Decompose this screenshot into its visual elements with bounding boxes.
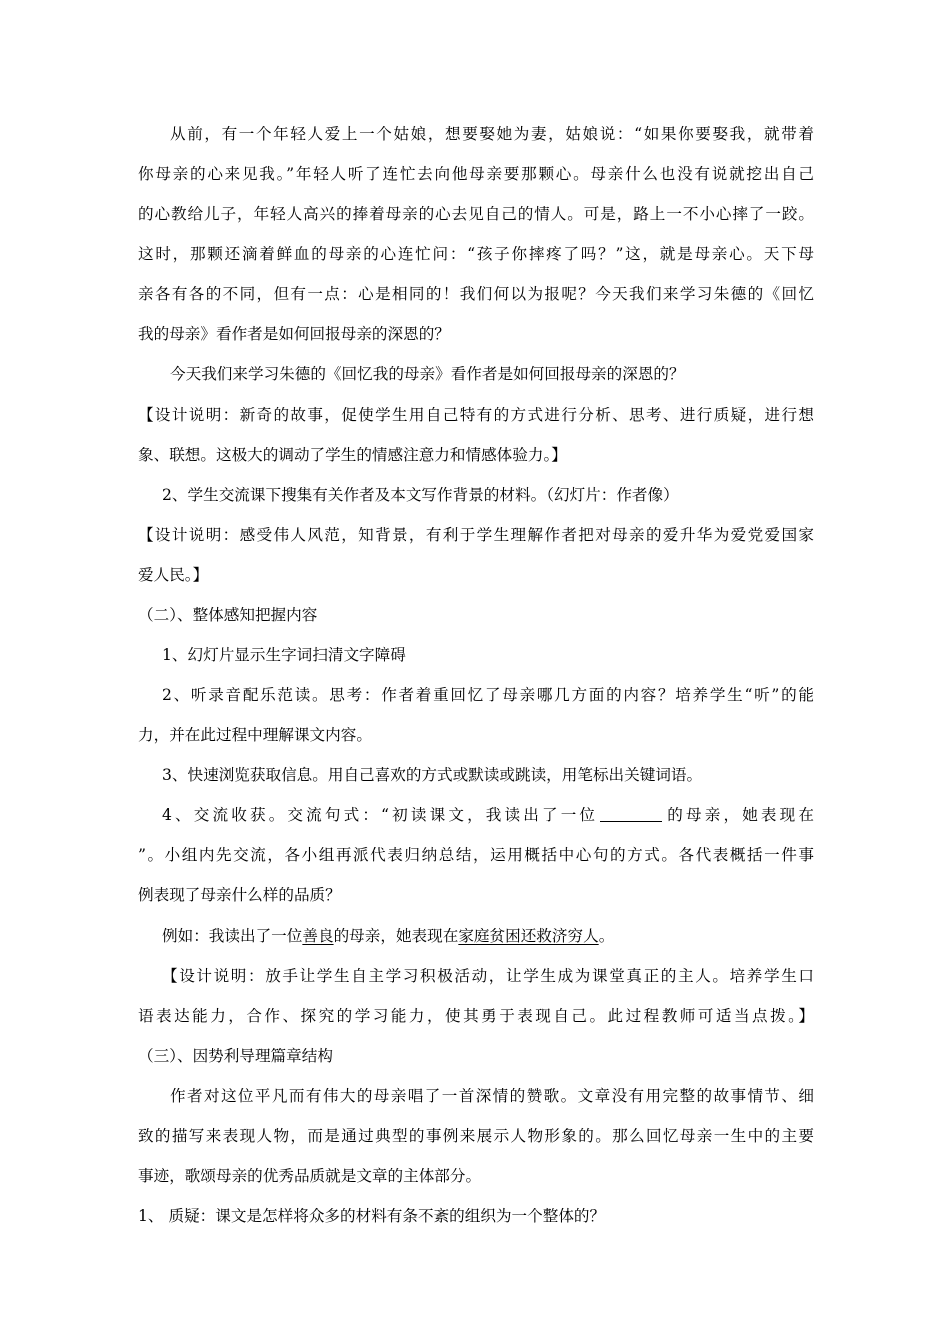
design-note-line: 爱人民。】 [138, 566, 209, 584]
list-item: 3、快速浏览获取信息。用自己喜欢的方式或默读或跳读，用笔标出关键词语。 [162, 766, 703, 784]
sentence-pattern-prefix: 4、交流收获。交流句式：“初读课文，我读出了一位 [162, 806, 599, 824]
paragraph-line: 你母亲的心来见我。”年轻人听了连忙去向他母亲要那颗心。母亲什么也没有说就挖出自己 [138, 165, 814, 183]
paragraph-line: 从前，有一个年轻人爱上一个姑娘，想要娶她为妻，姑娘说：“如果你要娶我，就带着 [170, 125, 814, 143]
question-line: 1、 质疑：课文是怎样将众多的材料有条不紊的组织为一个整体的？ [138, 1207, 606, 1225]
paragraph-line: 我的母亲》看作者是如何回报母亲的深恩的？ [138, 325, 450, 343]
paragraph-line: 今天我们来学习朱德的《回忆我的母亲》看作者是如何回报母亲的深恩的？ [170, 365, 685, 383]
paragraph-line: 致的描写来表现人物，而是通过典型的事例来展示人物形象的。那么回忆母亲一生中的主要 [138, 1127, 814, 1145]
example-text: 。 [598, 927, 615, 945]
list-item: 2、听录音配乐范读。思考：作者着重回忆了母亲哪几方面的内容？培养学生“听”的能 [162, 686, 814, 704]
sentence-pattern-suffix: 的母亲，她表现在 [664, 806, 814, 824]
paragraph-line: 作者对这位平凡而有伟大的母亲唱了一首深情的赞歌。文章没有用完整的故事情节、细 [170, 1087, 814, 1105]
section-heading: （三）、因势利导理篇章结构 [138, 1047, 333, 1065]
list-item: 1、幻灯片显示生字词扫清文字障碍 [162, 646, 406, 664]
design-note-line: 象、联想。这极大的调动了学生的情感注意力和情感体验力。】 [138, 446, 567, 464]
paragraph-line: 事迹，歌颂母亲的优秀品质就是文章的主体部分。 [138, 1167, 482, 1185]
paragraph-line: 例表现了母亲什么样的品质？ [138, 886, 341, 904]
design-note-line: 语表达能力，合作、探究的学习能力，使其勇于表现自己。此过程教师可适当点拨。】 [138, 1007, 814, 1025]
paragraph-line: 力，并在此过程中理解课文内容。 [138, 726, 372, 744]
list-item: 2、学生交流课下搜集有关作者及本文写作背景的材料。（幻灯片：作者像） [162, 486, 679, 504]
sentence-pattern-line [162, 805, 814, 825]
example-underlined-word: 善良 [302, 927, 334, 945]
example-text: 例如：我读出了一位 [162, 927, 303, 945]
design-note-line: 【设计说明：放手让学生自主学习积极活动，让学生成为课堂真正的主人。培养学生口 [162, 967, 814, 985]
design-note-line: 【设计说明：新奇的故事，促使学生用自己特有的方式进行分析、思考、进行质疑，进行想 [138, 406, 814, 424]
design-note-line: 【设计说明：感受伟人风范，知背景，有利于学生理解作者把对母亲的爱升华为爱党爱国家 [138, 526, 814, 544]
example-text: 的母亲，她表现在 [333, 927, 459, 945]
example-line [162, 926, 814, 946]
paragraph-line: 这时，那颗还滴着鲜血的母亲的心连忙问：“孩子你摔疼了吗？”这，就是母亲心。天下母 [138, 245, 814, 263]
section-heading: （二）、整体感知把握内容 [138, 606, 318, 624]
example-underlined-phrase: 家庭贫困还救济穷人 [458, 927, 599, 945]
fill-in-blank [600, 807, 662, 822]
paragraph-line: ”。小组内先交流，各小组再派代表归纳总结，运用概括中心句的方式。各代表概括一件事 [138, 846, 814, 864]
paragraph-line: 的心教给儿子，年轻人高兴的捧着母亲的心去见自己的情人。可是，路上一不小心摔了一跤。 [138, 205, 814, 223]
paragraph-line: 亲各有各的不同，但有一点：心是相同的！我们何以为报呢？今天我们来学习朱德的《回忆 [138, 285, 814, 303]
